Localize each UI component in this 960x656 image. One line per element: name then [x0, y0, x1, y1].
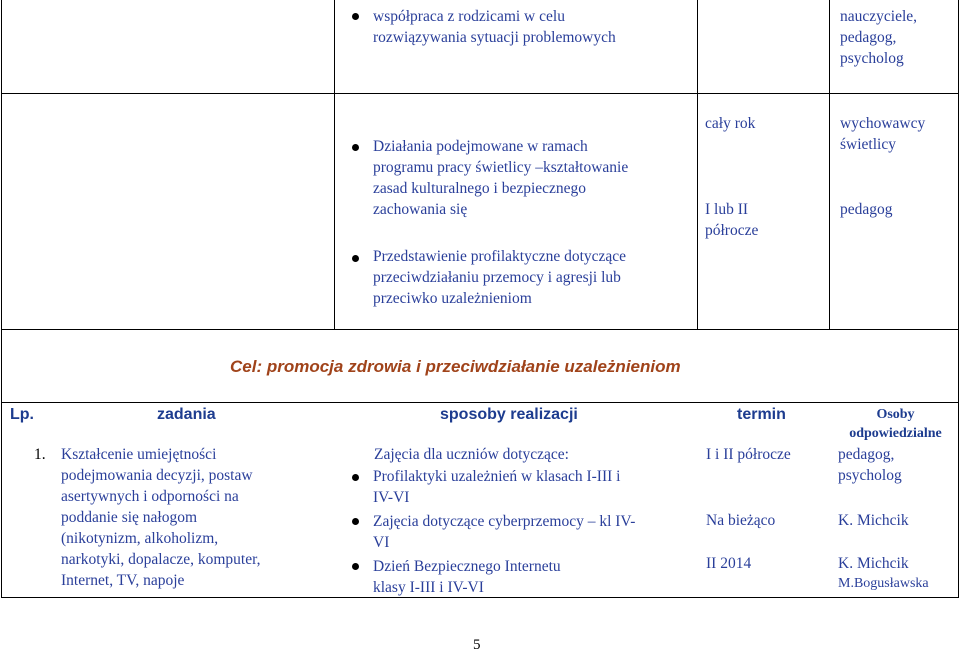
grid-line — [1, 0, 2, 598]
responsible-text: K. Michcik — [838, 555, 909, 572]
bullet-icon — [352, 13, 359, 20]
activity-text: Działania podejmowane w ramach programu pracy świetlicy –kształtowanie zasad kulturalnego i bezpiecznego zachowania się — [373, 138, 629, 218]
bullet-icon — [352, 563, 359, 570]
goal-heading: Cel: promocja zdrowia i przeciwdziałanie uzależnieniom — [230, 357, 681, 376]
grid-line — [958, 0, 959, 598]
responsible-text: pedagog — [840, 201, 893, 218]
term-text: Na bieżąco — [706, 512, 776, 529]
activity-text: Przedstawienie profilaktyczne dotyczące przeciwdziałaniu przemocy i agresji lub przeciwko uzależnieniom — [373, 248, 627, 307]
responsible-text: K. Michcik — [838, 512, 909, 529]
row-number: 1. — [34, 446, 46, 463]
grid-line — [1, 329, 959, 330]
grid-line — [334, 0, 335, 330]
method-text: Dzień Bezpiecznego Internetu klasy I-III i IV-VI — [373, 558, 561, 596]
responsible-text: wychowawcy świetlicy — [840, 115, 926, 153]
term-text: cały rok — [705, 115, 756, 132]
header-responsible: Osoby odpowiedzialne — [849, 407, 942, 441]
responsible-text: M.Bogusławska — [838, 576, 929, 591]
responsible-text: pedagog, psycholog — [838, 446, 902, 484]
responsible-text: nauczyciele, pedagog, psycholog — [840, 8, 918, 67]
bullet-icon — [352, 518, 359, 525]
task-text: Kształcenie umiejętności podejmowania decyzji, postaw asertywnych i odporności na poddanie się nałogom (nikotynizm, alkoholizm, narkotyki, dopalacze, komputer, Internet, TV, napoje — [61, 446, 261, 589]
term-text: I lub II półrocze — [705, 201, 759, 239]
method-text: Zajęcia dotyczące cyberprzemocy – kl IV- VI — [373, 513, 636, 551]
header-term: termin — [737, 406, 786, 423]
term-text: II 2014 — [706, 555, 752, 572]
bullet-icon — [352, 255, 359, 262]
header-lp: Lp. — [10, 406, 34, 423]
header-tasks: zadania — [157, 406, 216, 423]
activity-text: współpraca z rodzicami w celu rozwiązywania sytuacji problemowych — [373, 8, 616, 46]
bullet-icon — [352, 144, 359, 151]
grid-line — [829, 0, 830, 330]
method-text: Profilaktyki uzależnień w klasach I-III i IV-VI — [373, 468, 621, 506]
page-number: 5 — [473, 637, 481, 653]
methods-intro: Zajęcia dla uczniów dotyczące: — [374, 446, 569, 463]
grid-line — [1, 402, 959, 403]
bullet-icon — [352, 474, 359, 481]
grid-line — [697, 0, 698, 330]
grid-line — [1, 93, 959, 94]
term-text: I i II półrocze — [706, 446, 791, 463]
header-methods: sposoby realizacji — [440, 406, 578, 423]
